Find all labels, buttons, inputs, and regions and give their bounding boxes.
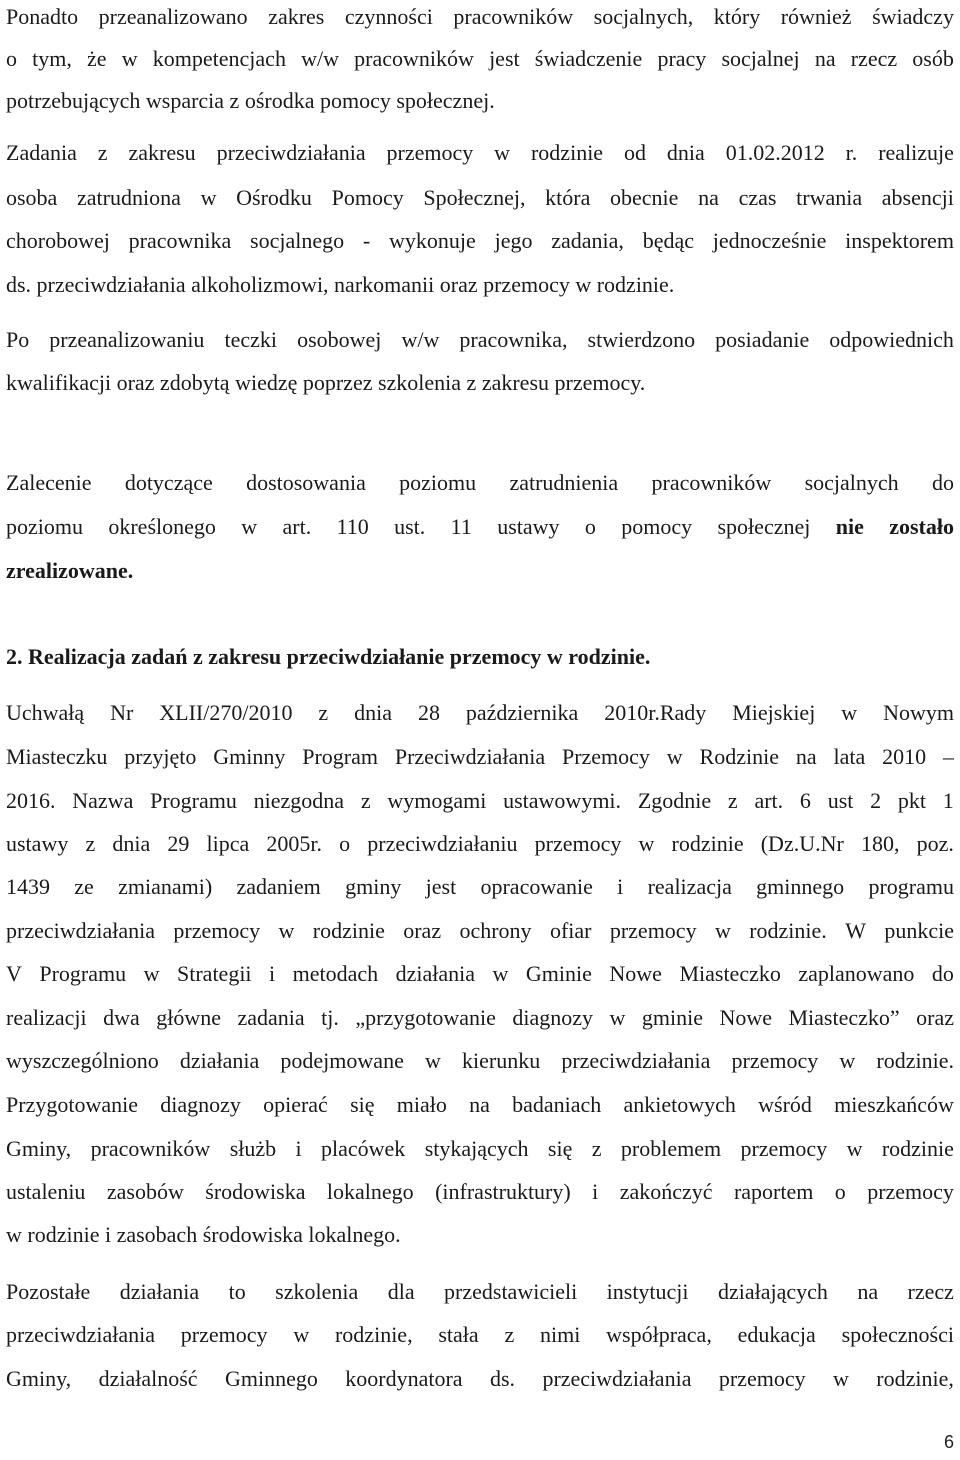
word: w	[666, 744, 683, 769]
word: absencji	[881, 185, 954, 210]
word: przemocy	[867, 1179, 954, 1204]
word: zasobów	[106, 1179, 184, 1204]
word: Pomocy	[331, 185, 404, 210]
word: rodzinie	[530, 140, 604, 165]
word: rzecz	[850, 46, 898, 71]
word: Gminy,	[6, 1366, 72, 1391]
paragraph-2-line-2	[6, 183, 954, 213]
word: lipca	[206, 831, 250, 856]
paragraph-5-line-2	[6, 742, 954, 772]
recommendation-line-3: zrealizowane.	[6, 558, 134, 583]
word: realizuje	[878, 140, 954, 165]
word: na	[857, 1279, 879, 1304]
word: Społecznej,	[423, 185, 526, 210]
word: kompetencjach	[152, 46, 286, 71]
paragraph-3-line-2: kwalifikacji oraz zdobytą wiedzę poprzez szkolenia z zakresu przemocy.	[6, 370, 646, 395]
section-heading: 2. Realizacja zadań z zakresu przeciwdziałanie przemocy w rodzinie.	[6, 644, 651, 669]
word: do	[931, 470, 954, 495]
word: Miasteczku	[6, 744, 108, 769]
word: przeanalizowaniu	[49, 327, 205, 352]
word: działania	[119, 1279, 200, 1304]
word: Nazwa	[72, 788, 134, 813]
word: Zgodnie	[637, 788, 712, 813]
word: Nowe	[719, 1005, 772, 1030]
word: 110	[336, 514, 369, 539]
word: szkolenia	[275, 1279, 359, 1304]
word: obecnie	[610, 185, 679, 210]
word: 6	[799, 788, 811, 813]
word: (infrastruktury)	[435, 1179, 571, 1204]
word: 2	[870, 788, 882, 813]
word: działania	[395, 961, 476, 986]
word: przeciwdziałania	[542, 1366, 692, 1391]
word: dnia	[666, 140, 705, 165]
word: zatrudniona	[77, 185, 181, 210]
word: 1439	[6, 874, 50, 899]
word: ankietowych	[623, 1092, 736, 1117]
word: rodzinie,	[334, 1322, 413, 1347]
word: w	[278, 918, 295, 943]
word: w	[241, 514, 258, 539]
word: programu	[868, 874, 954, 899]
word: społeczności	[841, 1322, 954, 1347]
word: socjalnych,	[593, 4, 694, 29]
word: dnia	[112, 831, 151, 856]
word: W	[845, 918, 866, 943]
word: Ośrodku	[236, 185, 312, 210]
word: ustawy	[497, 514, 560, 539]
word: V	[6, 961, 22, 986]
paragraph-5-line-4	[6, 829, 954, 859]
word: stała	[438, 1322, 479, 1347]
word: Miasteczko”	[788, 1005, 900, 1030]
word: w	[609, 1005, 626, 1030]
word: pkt	[897, 788, 927, 813]
word: rodzinie.	[749, 918, 827, 943]
word: nimi	[540, 1322, 581, 1347]
word: rzecz	[907, 1279, 954, 1304]
word: na	[795, 744, 817, 769]
word: pomocy	[621, 514, 693, 539]
word: tym,	[32, 46, 72, 71]
word: że	[87, 46, 107, 71]
word: pracownika,	[459, 327, 568, 352]
word: wykonuje	[389, 228, 476, 253]
word: zatrudnienia	[509, 470, 619, 495]
word: działania	[179, 1048, 260, 1073]
word: dla	[387, 1279, 415, 1304]
word: 28	[417, 700, 440, 725]
word: rodzinie	[312, 918, 385, 943]
word: diagnozy	[160, 1092, 241, 1117]
word: przemocy	[173, 918, 261, 943]
word: Nowym	[883, 700, 954, 725]
word: przemocy	[534, 831, 622, 856]
word: przemocy	[718, 1366, 806, 1391]
word: poz.	[916, 831, 954, 856]
word: w	[494, 140, 511, 165]
word: przemocy	[180, 1322, 268, 1347]
word: –	[942, 744, 954, 769]
word: który	[713, 4, 761, 29]
word: pracy	[657, 46, 707, 71]
word: o	[584, 514, 596, 539]
word: ustawy	[6, 831, 69, 856]
word: określonego	[108, 514, 216, 539]
word: współpraca,	[606, 1322, 712, 1347]
word: świadczenie	[534, 46, 643, 71]
word: rodzinie	[671, 831, 744, 856]
word: -	[362, 228, 371, 253]
word: o	[339, 831, 351, 856]
word: inspektorem	[845, 228, 954, 253]
word: oraz	[403, 918, 442, 943]
word: przedstawicieli	[444, 1279, 578, 1304]
word: „przygotowanie	[355, 1005, 496, 1030]
word: badaniach	[512, 1092, 602, 1117]
paragraph-6-line-3	[6, 1364, 954, 1394]
word: pracowników	[651, 470, 772, 495]
word: wymogami	[387, 788, 487, 813]
word: edukacja	[737, 1322, 816, 1347]
word: pracowników	[90, 1136, 211, 1161]
word: XLII/270/2010	[159, 700, 293, 725]
word: o	[834, 1179, 846, 1204]
paragraph-2-line-3	[6, 226, 954, 256]
paragraph-5-line-12	[6, 1177, 954, 1207]
paragraph-5-line-6	[6, 916, 954, 946]
word: 2010r.Rady	[604, 700, 707, 725]
word: w	[841, 700, 858, 725]
word: do	[931, 961, 954, 986]
word: 1	[942, 788, 954, 813]
word: raportem	[733, 1179, 814, 1204]
word: w	[121, 46, 138, 71]
word: Strategii	[177, 961, 252, 986]
word: tj.	[321, 1005, 339, 1030]
word: jest	[489, 46, 520, 71]
paragraph-5-line-10	[6, 1090, 954, 1120]
word: koordynatora	[345, 1366, 463, 1391]
word: w	[638, 831, 655, 856]
word: przeciwdziałania	[561, 1048, 711, 1073]
word: Programu	[39, 961, 127, 986]
word: w	[833, 1366, 849, 1391]
word: dotyczące	[124, 470, 213, 495]
word: realizacji	[6, 1005, 87, 1030]
word: w	[846, 1136, 863, 1161]
word: zaplanowano	[798, 961, 915, 986]
word: stwierdzono	[587, 327, 696, 352]
word: dwa	[103, 1005, 140, 1030]
word: w	[839, 1048, 856, 1073]
word: zadania	[237, 1005, 305, 1030]
word: gminy	[345, 874, 402, 899]
word: środowiska	[205, 1179, 306, 1204]
word-bold: nie	[835, 514, 864, 539]
word: przemocy	[609, 918, 697, 943]
word: 01.02.2012	[725, 140, 825, 165]
word: ochrony	[459, 918, 532, 943]
word: 29	[167, 831, 190, 856]
word: socjalnego	[250, 228, 345, 253]
paragraph-5-line-9	[6, 1046, 954, 1076]
word: mieszkańców	[834, 1092, 954, 1117]
word: Gminnego	[224, 1366, 318, 1391]
word: i	[617, 874, 624, 899]
word: z	[504, 1322, 515, 1347]
word: Po	[6, 327, 30, 352]
word: z	[97, 140, 108, 165]
word: art.	[282, 514, 312, 539]
paragraph-3-line-1	[6, 325, 954, 355]
word: i	[269, 961, 276, 986]
word: społecznej	[717, 514, 811, 539]
word: zakończyć	[619, 1179, 713, 1204]
word: ust	[827, 788, 854, 813]
word: na	[814, 46, 836, 71]
word: instytucji	[606, 1279, 689, 1304]
word: poziomu	[399, 470, 477, 495]
word: trwania	[796, 185, 863, 210]
word: jednocześnie	[712, 228, 827, 253]
word: posiadanie	[715, 327, 810, 352]
word: w/w	[401, 327, 440, 352]
word: służb	[229, 1136, 277, 1161]
word: lokalnego	[326, 1179, 414, 1204]
word: to	[228, 1279, 246, 1304]
recommendation-line-2	[6, 512, 954, 542]
word: z	[360, 788, 371, 813]
word: działających	[717, 1279, 828, 1304]
word: Przemocy	[561, 744, 650, 769]
word: Przeciwdziałania	[394, 744, 546, 769]
word: metodach	[292, 961, 379, 986]
paragraph-1-line-1	[6, 2, 954, 32]
word: 2016.	[6, 788, 56, 813]
word: pracowników	[453, 4, 574, 29]
recommendation-line-1	[6, 468, 954, 498]
word: od	[624, 140, 646, 165]
word: (Dz.U.Nr	[760, 831, 844, 856]
word: Nowe	[609, 961, 662, 986]
paragraph-6-line-1	[6, 1277, 954, 1307]
word: z	[85, 831, 96, 856]
word: Gminie	[525, 961, 592, 986]
word: dnia	[354, 700, 393, 725]
word: zadaniem	[236, 874, 321, 899]
word: jest	[425, 874, 457, 899]
word: przeciwdziałania	[6, 1322, 156, 1347]
word: osoba	[6, 185, 58, 210]
paragraph-5-line-13: w rodzinie i zasobach środowiska lokalnego.	[6, 1222, 401, 1247]
word: placówek	[321, 1136, 406, 1161]
word: ds.	[489, 1366, 516, 1391]
word: osobowej	[297, 327, 382, 352]
word: ze	[74, 874, 94, 899]
word: z	[318, 700, 329, 725]
word: ust.	[394, 514, 426, 539]
word: pracownika	[128, 228, 232, 253]
word: oraz	[916, 1005, 954, 1030]
word: diagnozy	[512, 1005, 593, 1030]
word: poziomu	[6, 514, 83, 539]
word: Programu	[150, 788, 237, 813]
word: z	[591, 1136, 602, 1161]
paragraph-1-line-3: potrzebujących wsparcia z ośrodka pomocy społecznej.	[6, 88, 495, 113]
word: Rodzinie	[699, 744, 779, 769]
word-bold: zostało	[889, 514, 954, 539]
word: na	[698, 185, 719, 210]
word: w	[492, 961, 509, 986]
paragraph-6-line-2	[6, 1320, 954, 1350]
word: ustawowymi.	[503, 788, 622, 813]
word: i	[295, 1136, 302, 1161]
word: czynności	[344, 4, 433, 29]
word: wśród	[758, 1092, 812, 1117]
word: 2010	[882, 744, 927, 769]
paragraph-5-line-1	[6, 698, 954, 728]
word: jego	[494, 228, 533, 253]
paragraph-5-line-3	[6, 786, 954, 816]
word: stykających	[424, 1136, 529, 1161]
word: Uchwałą	[6, 700, 85, 725]
word: miało	[396, 1092, 447, 1117]
word: wyszczególniono	[6, 1048, 159, 1073]
word: w/w	[301, 46, 339, 71]
word: socjalnej	[721, 46, 800, 71]
word: teczki	[224, 327, 278, 352]
word: 180,	[860, 831, 900, 856]
word: i	[592, 1179, 599, 1204]
paragraph-5-line-11	[6, 1134, 954, 1164]
word: chorobowej	[6, 228, 110, 253]
word: pracowników	[354, 46, 474, 71]
word: 11	[450, 514, 472, 539]
word: zmianami)	[118, 874, 213, 899]
word: punkcie	[884, 918, 954, 943]
word: główne	[156, 1005, 221, 1030]
word: również	[780, 4, 852, 29]
word: przemocy	[740, 1136, 828, 1161]
word: świadczy	[872, 4, 954, 29]
word: Pozostałe	[6, 1279, 91, 1304]
word: czas	[738, 185, 777, 210]
word: podejmowane	[280, 1048, 404, 1073]
word: będąc	[642, 228, 694, 253]
word: gminnego	[756, 874, 845, 899]
word: dostosowania	[246, 470, 366, 495]
word: kierunku	[462, 1048, 541, 1073]
word: na	[469, 1092, 490, 1117]
word: niezgodna	[253, 788, 345, 813]
word: Ponadto	[6, 4, 79, 29]
word: się	[547, 1136, 573, 1161]
paragraph-2-line-4: ds. przeciwdziałania alkoholizmowi, narkomanii oraz przemocy w rodzinie.	[6, 272, 675, 297]
word: przeanalizowano	[98, 4, 248, 29]
word: w	[293, 1322, 310, 1347]
word: art.	[754, 788, 784, 813]
word: w	[143, 961, 160, 986]
word: 2005r.	[266, 831, 322, 856]
word: zadania,	[551, 228, 624, 253]
word: opierać	[263, 1092, 328, 1117]
word: przeciwdziałania	[216, 140, 366, 165]
word: Gminny	[213, 744, 286, 769]
word: opracowanie	[480, 874, 593, 899]
word: zakresu	[128, 140, 196, 165]
word: ofiar	[549, 918, 592, 943]
word: działalność	[98, 1366, 198, 1391]
word: gminie	[641, 1005, 703, 1030]
word: Zalecenie	[6, 470, 92, 495]
word: w	[424, 1048, 441, 1073]
word: Przygotowanie	[6, 1092, 138, 1117]
word: osób	[912, 46, 954, 71]
word: Nr	[110, 700, 134, 725]
word: rodzinie.	[876, 1048, 954, 1073]
paragraph-5-line-8	[6, 1003, 954, 1033]
word: w	[714, 918, 731, 943]
word: października	[465, 700, 579, 725]
word: Miejskiej	[732, 700, 816, 725]
paragraph-2-line-1	[6, 138, 954, 168]
word: socjalnych	[804, 470, 899, 495]
word: Zadania	[6, 140, 77, 165]
word: przyjęto	[124, 744, 197, 769]
word: przemocy	[731, 1048, 819, 1073]
word: r.	[845, 140, 858, 165]
word: która	[545, 185, 591, 210]
word: w	[200, 185, 217, 210]
word: Program	[302, 744, 378, 769]
paragraph-5-line-5	[6, 872, 954, 902]
word: Gminy,	[6, 1136, 72, 1161]
document-page	[6, 0, 954, 1460]
word: zakres	[268, 4, 325, 29]
word: przeciwdziałaniu	[367, 831, 518, 856]
paragraph-5-line-7	[6, 959, 954, 989]
word: lata	[833, 744, 866, 769]
word: realizacja	[647, 874, 732, 899]
word: Miasteczko	[679, 961, 781, 986]
word: przeciwdziałania	[6, 918, 156, 943]
word: rodzinie,	[876, 1366, 954, 1391]
word: rodzinie	[881, 1136, 954, 1161]
word: problemem	[620, 1136, 722, 1161]
word: ustaleniu	[6, 1179, 86, 1204]
page-number: 6	[943, 1432, 954, 1452]
word: się	[350, 1092, 375, 1117]
word: o	[6, 46, 17, 71]
word: z	[727, 788, 738, 813]
word: odpowiednich	[829, 327, 954, 352]
word: przemocy	[386, 140, 474, 165]
paragraph-1-line-2	[6, 44, 954, 74]
